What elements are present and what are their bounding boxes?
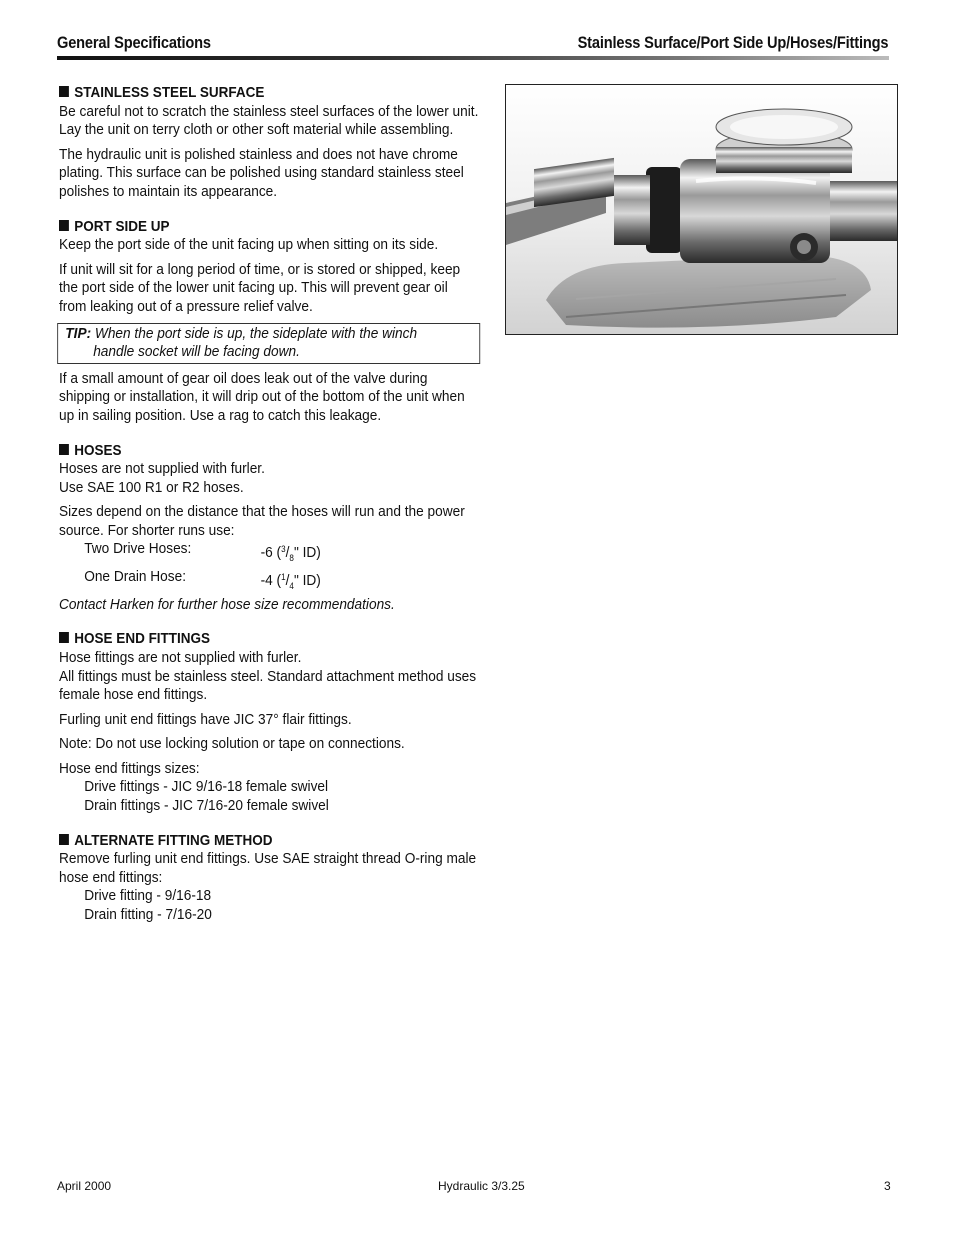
header-section-title: General Specifications [57,33,211,52]
hydraulic-unit-photo [505,84,898,335]
section-heading: STAINLESS STEEL SURFACE [59,84,479,103]
paragraph: If unit will sit for a long period of time, or is stored or shipped, keep the port side of the lower unit facing up. This will prevent gear oil from leaking out of a pressure relief valve. [59,260,461,315]
tip-label: TIP: [65,324,92,342]
square-bullet-icon [59,86,69,97]
section-alternate [59,832,479,925]
list-item: Drive fittings - JIC 9/16-18 female swivel [84,778,329,796]
paragraph: Hose end fittings sizes: [59,759,200,777]
square-bullet-icon [59,220,69,231]
paragraph: Be careful not to scratch the stainless steel surfaces of the lower unit. Lay the unit on terry cloth or other soft material while assembling. [59,102,479,139]
paragraph: Hoses are not supplied with furler. Use SAE 100 R1 or R2 hoses. [59,460,265,496]
list-item: Drain fittings - JIC 7/16-20 female swivel [84,797,329,815]
paragraph: Hose fittings are not supplied with furler. All fittings must be stainless steel. Standard attachment method uses female hose end fittings. [59,648,477,704]
footer-date: April 2000 [57,1179,112,1193]
section-heading: PORT SIDE UP [59,218,479,237]
paragraph: Sizes depend on the distance that the hoses will run and the power source. For shorter runs use: [59,503,465,539]
paragraph: Keep the port side of the unit facing up when sitting on its side. [59,236,439,254]
list-item: Drain fitting - 7/16-20 [84,906,212,924]
section-fittings [59,630,479,815]
square-bullet-icon [59,632,69,643]
section-heading: HOSES [59,442,479,461]
section-hoses [59,442,479,615]
paragraph: The hydraulic unit is polished stainless and does not have chrome plating. This surface can be polished using standard stainless steel polishes to maintain its appearance. [59,145,464,200]
footer-document: Hydraulic 3/3.25 [438,1179,525,1193]
square-bullet-icon [59,834,69,845]
text-column [59,84,479,941]
header-page-topic: Stainless Surface/Port Side Up/Hoses/Fittings [577,33,888,52]
header-rule [57,56,889,60]
paragraph: Remove furling unit end fittings. Use SAE straight thread O-ring male hose end fittings: [59,850,477,886]
tip-text: When the port side is up, the sideplate with the winch [91,324,418,342]
paragraph: Furling unit end fittings have JIC 37° flair fittings. [59,710,352,728]
tip-box [57,323,480,364]
tip-text: handle socket will be facing down. [93,343,300,361]
list-item: Drive fitting - 9/16-18 [84,887,212,905]
section-heading: HOSE END FITTINGS [59,630,479,649]
square-bullet-icon [59,444,69,455]
contact-note: Contact Harken for further hose size recommendations. [59,595,395,613]
hydraulic-unit-illustration [506,85,897,334]
section-port-side [59,218,479,426]
footer-page-number: 3 [884,1179,891,1193]
paragraph: Note: Do not use locking solution or tape on connections. [59,735,405,753]
section-stainless [59,84,479,202]
hose-size-row: One Drain Hose: -4 ($^1/_4$" ID) [84,568,321,592]
paragraph: If a small amount of gear oil does leak out of the valve during shipping or installation, it will drip out of the bottom of the unit when up in sailing position. Use a rag to catch this leakage. [59,369,465,424]
section-heading: ALTERNATE FITTING METHOD [59,832,479,851]
hose-size-row: Two Drive Hoses: -6 ($^3/_8$" ID) [84,540,321,564]
